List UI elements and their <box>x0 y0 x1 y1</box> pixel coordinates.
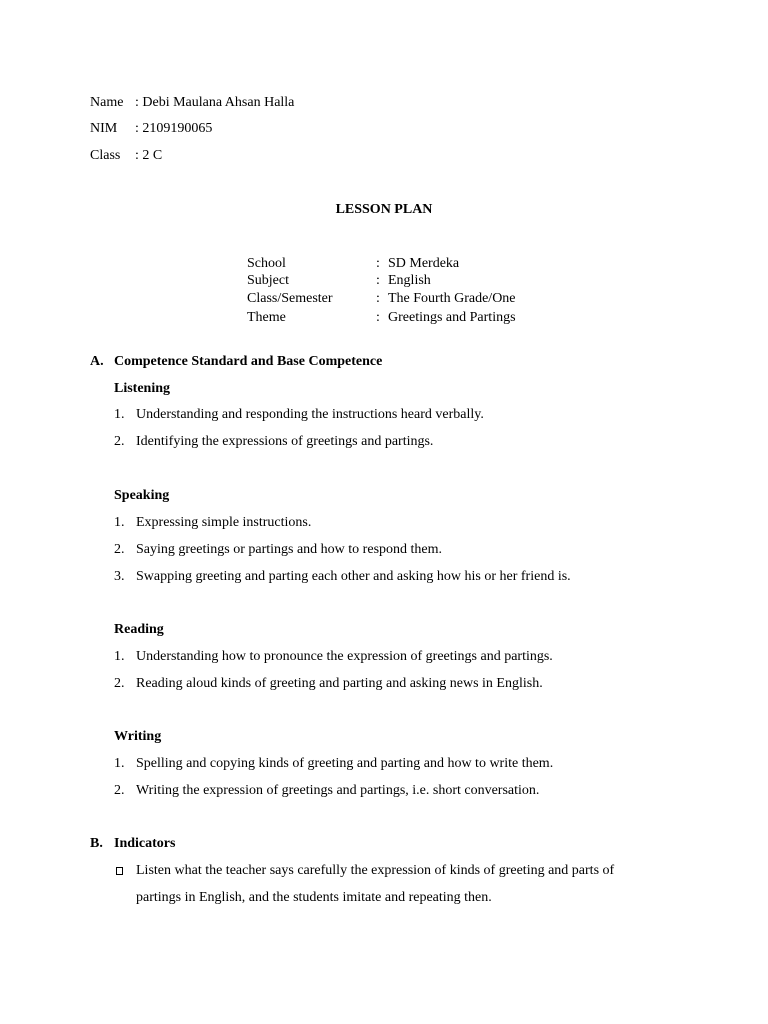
name-label: Name <box>90 95 124 110</box>
writing-heading: Writing <box>114 729 162 744</box>
class-label: Class <box>90 148 121 163</box>
info-label: Subject <box>247 273 289 288</box>
list-item: Swapping greeting and parting each other and asking how his or her friend is. <box>136 569 571 584</box>
name-value: : Debi Maulana Ahsan Halla <box>135 95 295 110</box>
info-label: Class/Semester <box>247 291 333 306</box>
info-separator: : <box>376 273 380 288</box>
list-item-number: 1. <box>114 515 125 530</box>
info-value: Greetings and Partings <box>388 310 516 325</box>
list-item-number: 1. <box>114 649 125 664</box>
list-item-number: 1. <box>114 407 125 422</box>
section-b-letter: B. <box>90 836 103 851</box>
speaking-heading: Speaking <box>114 488 170 503</box>
list-item: Reading aloud kinds of greeting and parting and asking news in English. <box>136 676 543 691</box>
list-item-number: 2. <box>114 783 125 798</box>
info-value: SD Merdeka <box>388 256 460 271</box>
class-value: : 2 C <box>135 148 163 163</box>
section-a-heading: Competence Standard and Base Competence <box>114 354 383 369</box>
info-separator: : <box>376 256 380 271</box>
bullet-text-line: Listen what the teacher says carefully the expression of kinds of greeting and parts of <box>136 863 615 878</box>
list-item-number: 2. <box>114 434 125 449</box>
bullet-square-icon <box>114 862 126 880</box>
list-item: Understanding how to pronounce the expression of greetings and partings. <box>136 649 553 664</box>
info-separator: : <box>376 291 380 306</box>
list-item-number: 2. <box>114 676 125 691</box>
section-b-heading: Indicators <box>114 836 176 851</box>
list-item: Identifying the expressions of greetings and partings. <box>136 434 434 449</box>
page-title: LESSON PLAN <box>335 202 433 217</box>
nim-value: : 2109190065 <box>135 121 213 136</box>
info-value: The Fourth Grade/One <box>388 291 516 306</box>
list-item: Spelling and copying kinds of greeting and parting and how to write them. <box>136 756 554 771</box>
info-label: School <box>247 256 286 271</box>
listening-heading: Listening <box>114 381 171 396</box>
list-item-number: 1. <box>114 756 125 771</box>
nim-label: NIM <box>90 121 118 136</box>
list-item: Expressing simple instructions. <box>136 515 312 530</box>
list-item: Saying greetings or partings and how to respond them. <box>136 542 443 557</box>
info-label: Theme <box>247 310 286 325</box>
section-a-letter: A. <box>90 354 104 369</box>
list-item-number: 2. <box>114 542 125 557</box>
reading-heading: Reading <box>114 622 164 637</box>
list-item: Understanding and responding the instructions heard verbally. <box>136 407 484 422</box>
info-separator: : <box>376 310 380 325</box>
list-item-number: 3. <box>114 569 125 584</box>
bullet-text-line: partings in English, and the students imitate and repeating then. <box>136 890 492 905</box>
list-item: Writing the expression of greetings and partings, i.e. short conversation. <box>136 783 540 798</box>
info-value: English <box>388 273 431 288</box>
